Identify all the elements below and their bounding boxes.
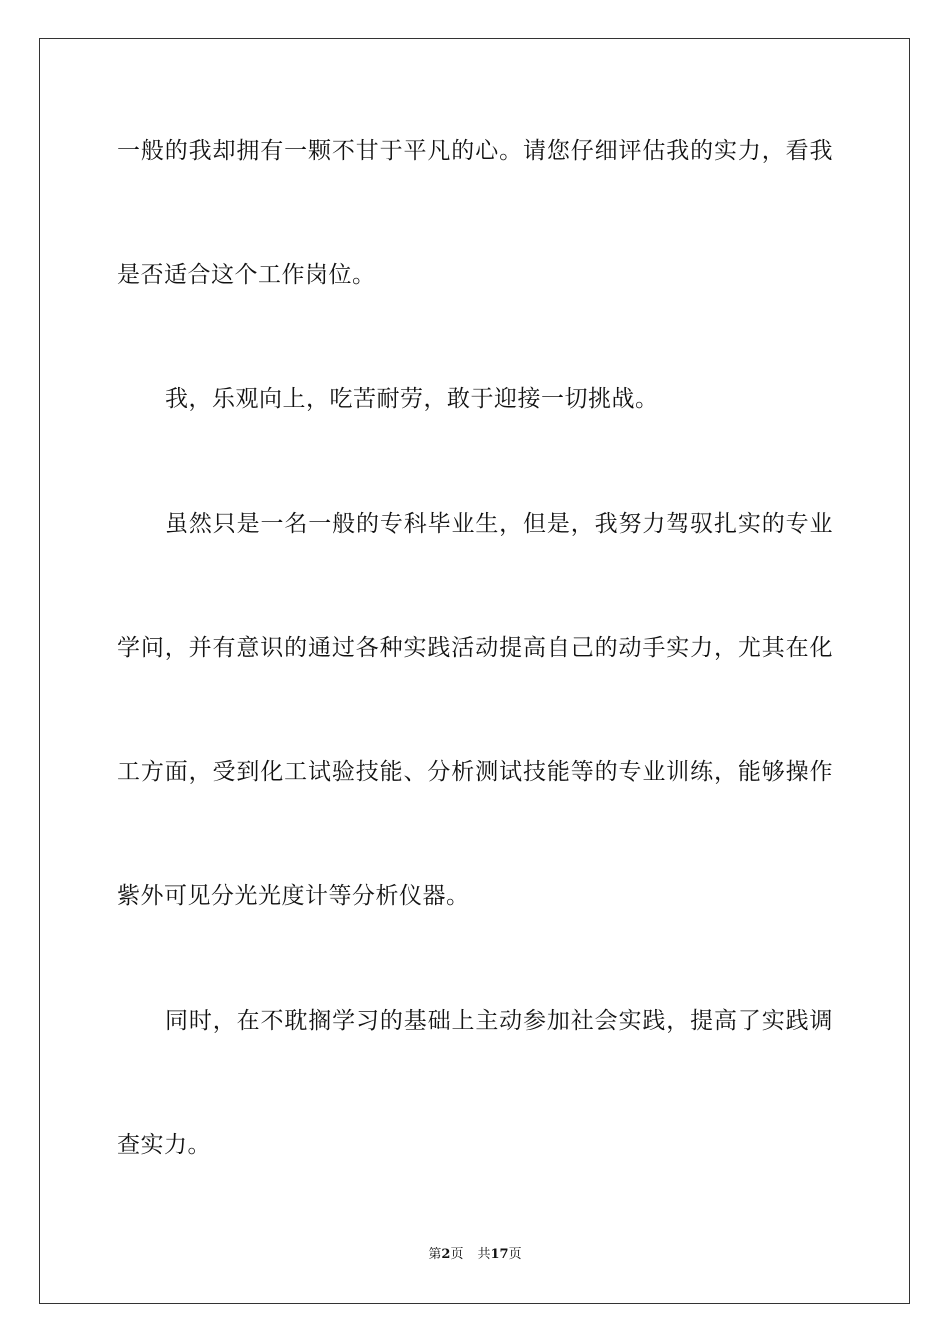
page-footer [0,1246,950,1264]
paragraph-line: 紫外可见分光光度计等分析仪器。 [117,883,470,909]
paragraph-line: 学问，并有意识的通过各种实践活动提高自己的动手实力，尤其在化 [117,635,833,661]
total-label-suffix: 页 [508,1247,522,1262]
total-label-prefix: 共 [477,1247,491,1262]
total-pages: 17 [490,1247,509,1262]
paragraph-line: 查实力。 [117,1132,211,1158]
paragraph-line: 我，乐观向上，吃苦耐劳，敢于迎接一切挑战。 [165,386,659,412]
page-label-prefix: 第 [428,1247,442,1262]
paragraph-line: 同时，在不耽搁学习的基础上主动参加社会实践，提高了实践调 [165,1008,833,1034]
paragraph-line: 虽然只是一名一般的专科毕业生，但是，我努力驾驭扎实的专业 [165,511,833,537]
paragraph-line: 是否适合这个工作岗位。 [117,262,376,288]
page-label-suffix: 页 [450,1247,464,1262]
page-number: 2 [441,1247,451,1262]
paragraph-line: 工方面，受到化工试验技能、分析测试技能等的专业训练，能够操作 [117,759,833,785]
page-border [39,38,910,1304]
paragraph-line: 一般的我却拥有一颗不甘于平凡的心。请您仔细评估我的实力，看我 [117,138,833,164]
